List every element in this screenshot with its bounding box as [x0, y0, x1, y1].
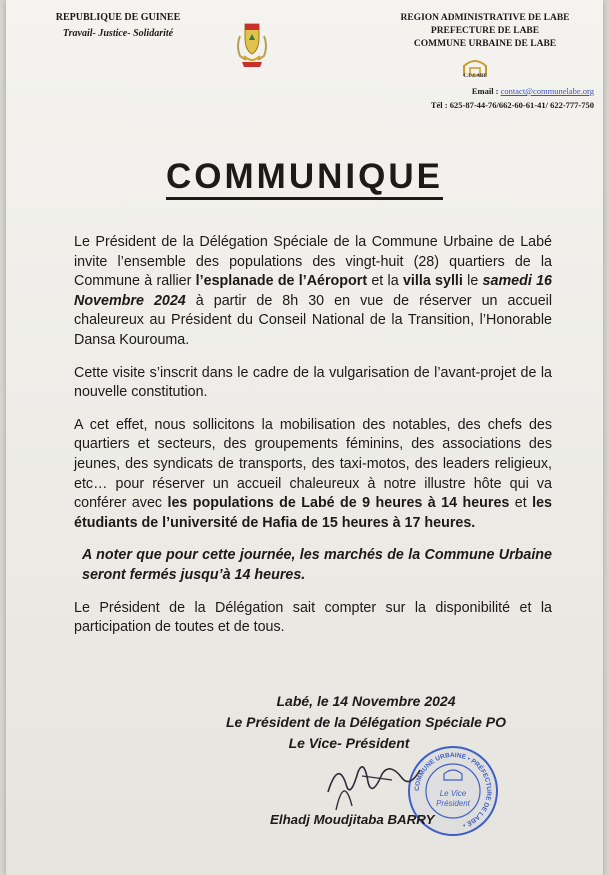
place-date: Labé, le 14 Novembre 2024 — [276, 693, 456, 709]
email-link[interactable]: contact@communelabe.org — [500, 86, 594, 96]
paragraph-closing: Le Président de la Délégation sait compter sur la disponibilité et la participation de toutes et de tous. — [74, 599, 552, 636]
location-esplanade: l’esplanade de l’Aéroport — [195, 273, 368, 290]
signatory-role: Le Président de la Délégation Spéciale PO — [225, 714, 507, 730]
header-right — [390, 12, 580, 51]
email-label: Email : — [471, 86, 499, 96]
text-run: et — [509, 495, 533, 512]
market-closure-note: A noter que pour cette journée, les marchés de la Commune Urbaine seront fermés jusqu’à 14 heures. — [82, 547, 552, 583]
commune-logo-caption: C.U.LABE — [463, 74, 487, 79]
document-body — [74, 233, 552, 651]
paragraph-context: Cette visite s’inscrit dans le cadre de la vulgarisation de l’avant-projet de la nouvelle constitution. — [74, 364, 552, 401]
text-run: à partir de 8h 30 en vue de réserver un accueil chaleureux au Président du Conseil National de la Transition, l’Honorable Dansa Kourouma. — [74, 292, 553, 348]
stamp-line-1: Le Vice — [439, 789, 467, 798]
event-date: samedi 16 Novembre 2024 — [74, 273, 552, 309]
stamp-ring-text: COMMUNE URBAINE • PRÉFECTURE DE LABÉ • — [413, 751, 493, 829]
paragraph-mobilisation — [74, 416, 552, 534]
text-run: Le Président de la Délégation Spéciale de la Commune Urbaine de Labé invite l’ensemble des populations des vingt-huit (28) quartiers de la Commune à rallier — [74, 234, 552, 290]
stamp-line-2: Président — [436, 799, 470, 808]
region-line: REGION ADMINISTRATIVE DE LABE — [400, 13, 570, 23]
text-run: et la — [367, 273, 403, 290]
signatory-name: Elhadj Moudjitaba BARRY — [270, 812, 435, 827]
contact-block — [384, 84, 594, 112]
commune-line: COMMUNE URBAINE DE LABE — [413, 39, 557, 49]
letter-page — [6, 0, 603, 875]
prefecture-line: PREFECTURE DE LABE — [430, 26, 540, 36]
title-text: COMMUNIQUE — [166, 157, 443, 200]
phone-numbers: Tél : 625-87-44-76/662-60-61-41/ 622-777-750 — [430, 100, 594, 110]
location-villa: villa sylli — [402, 273, 463, 290]
signatory-vice: Le Vice- Président — [288, 735, 410, 751]
text-run: le — [462, 273, 483, 290]
text-run: A cet effet, nous sollicitons la mobilisation des notables, des chefs des quartiers et secteurs, des groupements féminins, des associations des jeunes, des syndicats de transports, des taxi-motos, des leaders religieux, etc… pour réserver un accueil chaleureux à notre illustre hôte qui va conférer avec — [74, 416, 552, 512]
national-motto: Travail- Justice- Solidarité — [62, 28, 174, 39]
schedule-students: les étudiants de l’université de Hafia de 15 heures à 17 heures. — [74, 495, 552, 531]
paragraph-invitation — [74, 233, 552, 351]
country-name: REPUBLIQUE DE GUINEE — [55, 12, 181, 23]
document-title — [6, 157, 603, 197]
handwritten-signature-icon — [322, 752, 432, 820]
header-left — [28, 12, 208, 39]
schedule-populations: les populations de Labé de 9 heures à 14 heures — [167, 495, 510, 512]
guinea-coat-of-arms-icon — [232, 16, 272, 70]
